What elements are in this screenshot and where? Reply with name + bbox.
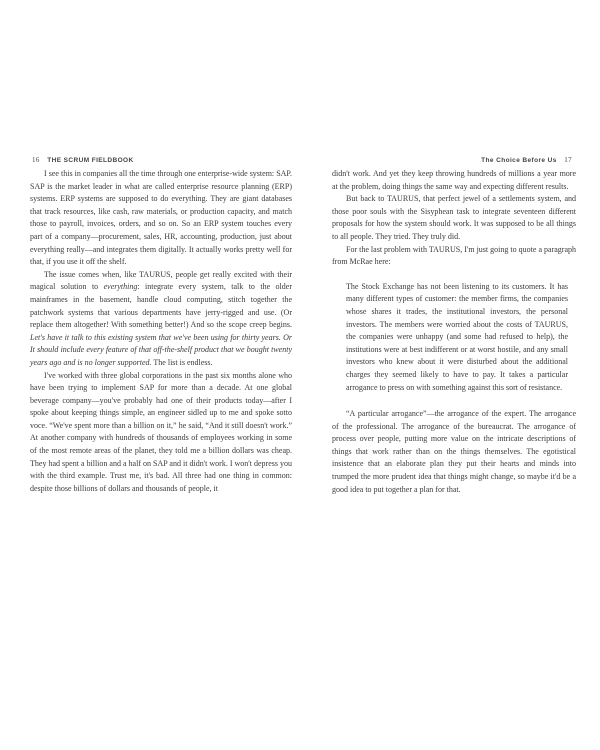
left-paragraph-2-end: The list is endless. xyxy=(151,357,213,367)
right-paragraph-2: But back to TAURUS, that perfect jewel of a settlements system, and those poor souls with the Sisyphean task to integrate seventeen different proposals for how the system should work. It was supposed to be all things to all people. They tried. They truly did. xyxy=(332,194,576,241)
left-paragraph-2-start: The issue comes when, like TAURUS, people get really excited with their magical solution to xyxy=(30,269,292,292)
right-paragraph-3: For the last problem with TAURUS, I'm just going to quote a paragraph from McRae here: xyxy=(332,244,576,267)
left-paragraph-2-italic-examples: Let's have it talk to this existing system that we've been using for thirty years. Or It should include every feature of that off-the-shelf product that we bought twenty years ago and is no longer supported. xyxy=(30,332,292,367)
right-page-number: 17 xyxy=(564,156,572,164)
left-page-number: 16 xyxy=(32,156,40,164)
left-paragraph-2-middle: : integrate every system, talk to the older mainframes in the basement, handle cloud computing, stitch together the patchwork systems that various departments have jerry-rigged and use. (Or replace them altogether! With something better!) And so the scope creep begins. xyxy=(30,282,292,330)
right-page-body xyxy=(332,168,576,496)
left-book-title: THE SCRUM FIELDBOOK xyxy=(47,157,134,164)
left-paragraph-3: I've worked with three global corporations in the past six months alone who have been trying to implement SAP for more than a decade. At one global beverage company—you've probably had one of their products today—after I spoke about keeping things simple, an engineer sidled up to me and spoke sotto voce. “We've spent more than a billion on it,” he said, “And it still doesn't work.” At another company with hundreds of thousands of employees working in some of the most remote areas of the planet, they told me a billion dollars was cheap. They had spent a billion and a half on SAP and it didn't work. I won't depress you with the third example. Trust me, it's bad. All three had one thing in common: despite those billions of dollars and thousands of people, it xyxy=(30,370,292,493)
left-paragraph-2 xyxy=(30,269,292,370)
left-paragraph-1: I see this in companies all the time through one enterprise-wide system: SAP. SAP is the market leader in what are called enterprise resource planning (ERP) systems. ERP systems are supposed to do everything. They are giant databases that track resources, like cash, raw materials, or production capacity, and match those to payroll, invoices, orders, and so on. So an ERP system touches every part of a company—procurement, sales, HR, accounting, production, just about everything really—and integrates them digitally. It actually works pretty well for that, if you use it off the shelf. xyxy=(30,169,292,267)
block-quote-text: The Stock Exchange has not been listening to its customers. It has many different types of customer: the member firms, the companies whose shares it trades, the institutional investors, the personal investors. The members were worried about the costs of TAURUS, the companies were unhappy (and some had refused to help), the institutions were at best indifferent or at worst hostile, and any small investors who knew about it were disturbed about the additional charges they seemed likely to have to pay. It takes a particular arrogance to press on with something against this sort of resistance. xyxy=(346,281,568,392)
right-chapter-title: The Choice Before Us xyxy=(481,157,557,164)
left-paragraph-2-emphasis-everything: everything xyxy=(103,282,138,292)
right-paragraph-after-quote: “A particular arrogance”—the arrogance of the expert. The arrogance of the professional. The arrogance of the bureaucrat. The arrogance of process over people, putting more value on the intricate descriptions of things that work rather than on the things themselves. The egotistical insistence that an elaborate plan they put their hearts and minds into trumped the more prudent idea that things might change, so maybe it'd be a good idea to put together a plan for that. xyxy=(332,409,576,494)
left-running-head xyxy=(32,156,134,164)
right-paragraph-continuation: didn't work. And yet they keep throwing hundreds of millions a year more at the problem, doing things the same way and expecting different results. xyxy=(332,169,576,191)
block-quote xyxy=(346,281,568,394)
right-running-head xyxy=(481,156,572,164)
left-page-body xyxy=(30,168,292,495)
